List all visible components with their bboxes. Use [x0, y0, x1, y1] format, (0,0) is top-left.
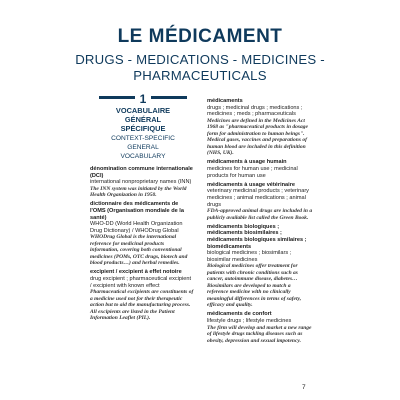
entry-translation: WHO-DD (World Health Organization Drug Dictionary) / WHODrug Global	[90, 221, 183, 234]
entry-note: Pharmaceutical excipients are constituents of a medicine used not for their therapeutic action but to aid the manufacturing process. All excipients are listed in the Patient Information Leaflet (PIL).	[90, 289, 194, 322]
entry-term: médicaments	[207, 98, 243, 104]
glossary-entry	[207, 311, 313, 344]
entry-note: WHODrug Global is the international reference for medicinal products information, covering both conventional medicines (POMs, OTC drugs, biotech and blood products…) and herbal remedies.	[90, 234, 188, 267]
glossary-entry	[90, 166, 194, 199]
section-title-en-line-1: CONTEXT-SPECIFIC GENERAL	[111, 135, 175, 151]
entry-note: The firm will develop and market a new range of lifestyle drugs tackling diseases such as obesity, depression and sexual impotency.	[207, 324, 312, 344]
glossary-entry	[207, 224, 313, 309]
section-heading	[99, 90, 187, 158]
glossary-entry	[207, 182, 313, 221]
page-subtitle-line-2: PHARMACEUTICALS	[133, 68, 267, 83]
entry-term: dictionnaire des médicaments de l'OMS (Organisation mondiale de la santé)	[90, 201, 184, 221]
glossary-entry	[207, 98, 313, 157]
section-title-fr-line-2: SPÉCIFIQUE	[120, 124, 166, 133]
entry-translation: drugs ; medicinal drugs ; medications ; medicines ; meds ; pharmaceuticals	[207, 104, 303, 118]
entry-note: Medicines are defined in the Medicines Act 1968 as "pharmaceutical products in dosage form for administration to human beings". Medical gases, vaccines and preparations of human blood are included in this definition (NHS, UK).	[207, 117, 308, 157]
entry-term: médicaments à usage humain	[207, 159, 287, 166]
entry-translation: drug excipient ; pharmaceutical excipient / excipient with known effect	[90, 276, 192, 289]
page-subtitle	[0, 52, 400, 84]
section-title-fr-line-1: VOCABULAIRE GÉNÉRAL	[115, 106, 171, 124]
entry-translation: veterinary medicinal products ; veterinary medicines ; animal medications ; animal drugs	[207, 188, 309, 208]
entry-translation: medicines for human use ; medicinal products for human use	[207, 165, 298, 179]
entry-translation: international nonproprietary names (INN)	[90, 179, 192, 186]
entry-translation: lifestyle drugs ; lifestyle medicines	[207, 317, 292, 324]
page-number: 7	[302, 384, 306, 391]
section-number-bar	[99, 90, 187, 104]
entry-note: The INN system was initiated by the World Health Organization in 1950.	[90, 185, 187, 199]
glossary-entry	[90, 269, 194, 321]
entry-note: FDA-approved animal drugs are included in a publicly available list called the Green Book.	[207, 208, 313, 221]
page-title: LE MÉDICAMENT	[117, 26, 283, 47]
left-column	[90, 166, 194, 324]
right-column	[207, 98, 313, 347]
entry-term: excipient / excipient à effet notoire	[90, 269, 182, 276]
entry-term: médicaments de confort	[207, 311, 272, 318]
glossary-entry	[207, 159, 313, 179]
page-header	[0, 26, 400, 84]
entry-term: médicaments biologiques ; médicaments biosimilaires ; médicaments biologiques similaires ; biomédicaments	[207, 223, 307, 250]
entry-note: Biological medicines offer treatment for patients with chronic conditions such as cancer, autoimmune disease, diabetes… Biosimilars are developed to match a reference medicine with no clinically meaningful differences in terms of safety, efficacy and quality.	[207, 263, 302, 309]
entry-translation: biological medicines ; biosimilars ; biosimilar medicines	[207, 250, 292, 263]
section-number: 1	[135, 92, 152, 106]
entry-term: médicaments à usage vétérinaire	[207, 181, 295, 188]
section-title-en-line-2: VOCABULARY	[120, 153, 166, 160]
entry-term: dénomination commune internationale (DCI)	[90, 166, 193, 179]
section-title-fr	[99, 106, 187, 133]
glossary-entry	[90, 201, 194, 266]
page-subtitle-line-1: DRUGS - MEDICATIONS - MEDICINES -	[75, 52, 325, 67]
section-title-en	[99, 134, 187, 161]
